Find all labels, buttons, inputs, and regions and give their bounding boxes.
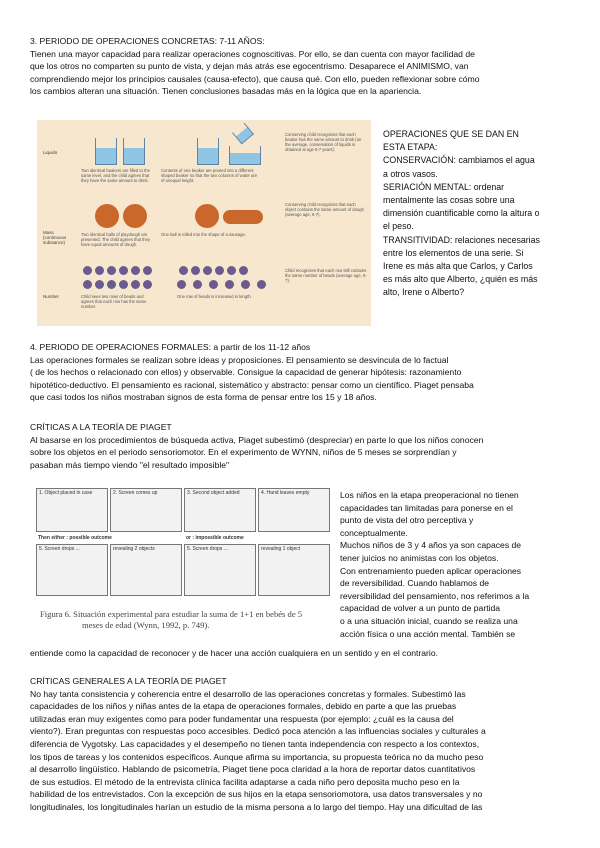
possible-outcome-label: Then either : possible outcome xyxy=(38,535,112,541)
bead-icon xyxy=(131,280,140,289)
text-line: Irene es más alta que Carlos, y Carlos xyxy=(383,261,533,272)
figure-row-number xyxy=(37,258,371,322)
figure-caption: Contents of one beaker are poured into a different shaped beaker so that the two columns of water are of unequal height. xyxy=(161,168,258,183)
bead-icon xyxy=(83,280,92,289)
text-line: longitudinales, los longitudinales harían un estudio de la misma persona a lo largo del tiempo. Hay una dificultad de las xyxy=(30,801,483,812)
dough-sausage-icon xyxy=(223,210,263,224)
bead-icon xyxy=(119,266,128,275)
text-line: Muchos niños de 3 y 4 años ya son capaces de xyxy=(340,540,522,551)
criticas-section xyxy=(30,421,570,471)
text-line: No hay tanta consistencia y coherencia entre el desarrollo de las operaciones concretas y formales. Subestimó las xyxy=(30,688,466,699)
beaker-icon xyxy=(197,138,219,165)
figure-caption xyxy=(40,609,340,631)
beaker-icon xyxy=(229,146,261,165)
text-line: que casi todos los niños mostraban signos de esta forma de pensar entre los 15 y 18 años. xyxy=(30,392,377,403)
text-line: ( de los hechos o relacionado con ellos) y observable. Consigue la capacidad de generar hipótesis: razonamiento xyxy=(30,367,462,378)
dough-ball-icon xyxy=(95,204,119,228)
bead-icon xyxy=(95,266,104,275)
text-line: entiende como la capacidad de reconocer y de hacer una acción cualquiera en un sentido y en el contrario. xyxy=(30,648,438,658)
text-line: pasaban más tiempo viendo "el resultado imposible" xyxy=(30,459,230,470)
figure-caption: One ball is rolled into the shape of a sausage. xyxy=(161,232,246,237)
text-line: viento?). Eran preguntas con respuestas poco accesibles. Dedicó poca atención a las influencias sociales y culturales a xyxy=(30,726,486,737)
figure-row-liquids xyxy=(37,124,371,186)
text-line: reversibilidad del pensamiento, nos referimos a la xyxy=(340,590,530,601)
wynn-figure xyxy=(36,488,332,628)
heading-suffix: a partir de los 11-12 años xyxy=(211,342,311,352)
figure-caption: Two identical beakers are filled to the same level, and the child agrees that they have the same amount to drink. xyxy=(81,168,150,183)
panel-label: revealing 1 object xyxy=(261,546,301,552)
text-line: capacidades de los niños y niñas antes de la etapa de operaciones formales, debido en parte a que las pruebas xyxy=(30,701,457,712)
figure-caption: Child sees two rows of beads and agrees that each row has the same number. xyxy=(81,294,147,309)
figure-caption: Conserving child recognizes that each object contains the same amount of dough (average age, 6-7). xyxy=(285,202,364,217)
text-line: Los niños en la etapa preoperacional no tienen xyxy=(340,490,519,500)
text-line: a otros vasos. xyxy=(383,168,438,179)
figure-row-mass xyxy=(37,198,371,250)
text-line: de reversibilidad. Cuando hablamos de xyxy=(340,578,490,589)
figure-panel xyxy=(110,488,182,532)
beaker-icon xyxy=(232,123,254,145)
bead-icon xyxy=(119,280,128,289)
figure-panel xyxy=(184,488,256,532)
text-line: Con entrenamiento pueden aplicar operaciones xyxy=(340,565,522,576)
text-line: que los otros no comparten su punto de vista, y dejan más atrás ese egocentrismo. Desaparece el ANIMISMO, van xyxy=(30,61,469,72)
panel-label: 5. Screen drops ... xyxy=(187,546,228,552)
figure-caption: Child recognizes that each row still contains the same number of beads (average age, 6-7). xyxy=(285,268,367,283)
preop-last-line xyxy=(30,647,570,660)
figure-panel xyxy=(110,544,182,596)
panel-label: 4. Hand leaves empty xyxy=(261,490,310,496)
text-line: mentalmente las cosas sobre una xyxy=(383,195,515,206)
text-line: OPERACIONES QUE SE DAN EN xyxy=(383,129,519,139)
text-line: es más alto que Alberto, ¿quién es más xyxy=(383,274,538,285)
section-4-heading xyxy=(30,341,570,354)
beaker-icon xyxy=(95,138,117,165)
bead-icon xyxy=(95,280,104,289)
bead-icon xyxy=(83,266,92,275)
text-line: dimensión cuantificable como la altura o xyxy=(383,208,540,219)
text-line: sobre los objetos en el periodo sensoriomotor. En el experimento de WYNN, niños de 5 meses se sorprendían y xyxy=(30,447,457,458)
text-line: capacidades tan limitadas para ponerse en el xyxy=(340,502,513,513)
text-line: acción física o una acción mental. También se xyxy=(340,628,516,639)
panel-label: revealing 2 objects xyxy=(113,546,155,552)
section-3 xyxy=(30,35,570,98)
figure-panel xyxy=(36,544,108,596)
heading-text: 4. PERIODO DE OPERACIONES FORMALES: xyxy=(30,342,211,352)
bead-icon xyxy=(143,266,152,275)
section-4 xyxy=(30,341,570,404)
panel-label: 2. Screen comes up xyxy=(113,490,158,496)
figure-panel xyxy=(258,488,330,532)
beaker-icon xyxy=(123,138,145,165)
caption-line: meses de edad (Wynn, 1992, p. 749). xyxy=(82,620,210,630)
figure-panel xyxy=(36,488,108,532)
text-line: conceptualmente. xyxy=(340,527,408,538)
bead-icon xyxy=(143,280,152,289)
text-line: Tienen una mayor capacidad para realizar operaciones cognoscitivas. Por ello, se dan cuenta con mayor facilidad de xyxy=(30,48,475,59)
dough-ball-icon xyxy=(123,204,147,228)
section-3-heading: 3. PERIODO DE OPERACIONES CONCRETAS: 7-11 AÑOS: xyxy=(30,36,265,46)
text-line: Al basarse en los procedimientos de búsqueda activa, Piaget subestimó (despreciar) en parte lo que los niños conocen xyxy=(30,434,484,445)
text-line: TRANSITIVIDAD: relaciones necesarias xyxy=(383,234,540,245)
bead-icon xyxy=(107,266,116,275)
text-line: al desarrollo lingüístico. Hablando de psicometría, Piaget tiene poca claridad a la hora de reportar datos cuantitativos xyxy=(30,764,476,775)
criticas-generales-section xyxy=(30,675,570,814)
bead-icon xyxy=(191,266,200,275)
text-line: hipotético-deductivo. El pensamiento es racional, sistemático y abstracto: pensar como un científico. Piaget pensaba xyxy=(30,379,474,390)
text-line: utilizadas eran muy exigentes como para poder fundamentar una respuesta (por ejemplo: ¿cuál es la causa del xyxy=(30,713,454,724)
panel-label: 5. Screen drops ... xyxy=(39,546,80,552)
text-line: de sus estudios. El método de la entrevista clínica facilita adaptarse a cada niño pero deposita mucho peso en la xyxy=(30,776,460,787)
row-label: Liquids xyxy=(43,150,58,155)
panel-label: 3. Second object added xyxy=(187,490,240,496)
text-line: habilidad de los entrevistados. Con la excepción de sus hijos en la etapa sensoriomotora, usa datos transversales y no xyxy=(30,789,483,800)
text-line: SERIACIÓN MENTAL: ordenar xyxy=(383,181,505,192)
bead-icon xyxy=(215,266,224,275)
impossible-outcome-label: or : impossible outcome xyxy=(186,535,244,541)
figure-caption: Two identical balls of playdough are presented. The child agrees that they have equal amounts of dough. xyxy=(81,232,151,247)
text-line: o a una situación inicial, cuando se realiza una xyxy=(340,615,518,626)
bead-icon xyxy=(239,266,248,275)
bead-icon xyxy=(225,280,234,289)
criticas-generales-heading: CRÍTICAS GENERALES A LA TEORÍA DE PIAGET xyxy=(30,676,227,686)
caption-line: Figura 6. Situación experimental para estudiar la suma de 1+1 en bebés de 5 xyxy=(40,609,303,619)
figure-caption: One row of beads is increased in length. xyxy=(177,294,252,299)
bead-icon xyxy=(131,266,140,275)
text-line: los cambios alteran una situación. Tienen conclusiones basadas más en la lógica que en la apariencia. xyxy=(30,86,422,97)
row-label: Number xyxy=(43,294,60,299)
figure-panel xyxy=(258,544,330,596)
text-line: el peso. xyxy=(383,221,414,232)
text-line: comprendiendo mejor los principios causales (causa-efecto), que causa qué. Con ello, pueden reflexionar sobre cómo xyxy=(30,73,480,84)
row-label: Mass (continuous substance) xyxy=(43,230,67,245)
criticas-heading: CRÍTICAS A LA TEORÍA DE PIAGET xyxy=(30,422,172,432)
conservation-figure xyxy=(37,120,371,326)
bead-icon xyxy=(257,280,266,289)
operaciones-list xyxy=(383,128,583,300)
bead-icon xyxy=(203,266,212,275)
figure-caption: Conserving child recognizes that each beaker has the same amount to drink (on the average, conservation of liquids is obtained at age 6-7 years). xyxy=(285,132,362,152)
text-line: CONSERVACIÓN: cambiamos el agua xyxy=(383,155,535,166)
bead-icon xyxy=(177,280,186,289)
bead-icon xyxy=(107,280,116,289)
text-line: tener juicios no animistas con los objetos. xyxy=(340,552,499,563)
bead-icon xyxy=(209,280,218,289)
text-line: ESTA ETAPA: xyxy=(383,142,438,153)
text-line: diferencia de Vygotsky. Las capacidades y el desempeño no tienen tanta independencia con respecto a los contextos, xyxy=(30,738,480,749)
preop-text xyxy=(340,489,576,640)
bead-icon xyxy=(227,266,236,275)
text-line: alto, Irene o Alberto? xyxy=(383,287,465,298)
text-line: capacidad de volver a un punto de partida xyxy=(340,603,501,614)
bead-icon xyxy=(241,280,250,289)
dough-ball-icon xyxy=(195,204,219,228)
figure-panel xyxy=(184,544,256,596)
text-line: Las operaciones formales se realizan sobre ideas y proposiciones. El pensamiento se desvincula de lo factual xyxy=(30,354,449,365)
text-line: los tipos de tareas y los contenidos específicos. Aunque afirma su importancia, su propuesta teórica no da mucho peso xyxy=(30,751,484,762)
panel-label: 1. Object placed in case xyxy=(39,490,93,496)
text-line: punto de vista del otro perceptiva y xyxy=(340,515,474,526)
bead-icon xyxy=(179,266,188,275)
bead-icon xyxy=(193,280,202,289)
text-line: entre los elementos de una serie. Si xyxy=(383,247,524,258)
